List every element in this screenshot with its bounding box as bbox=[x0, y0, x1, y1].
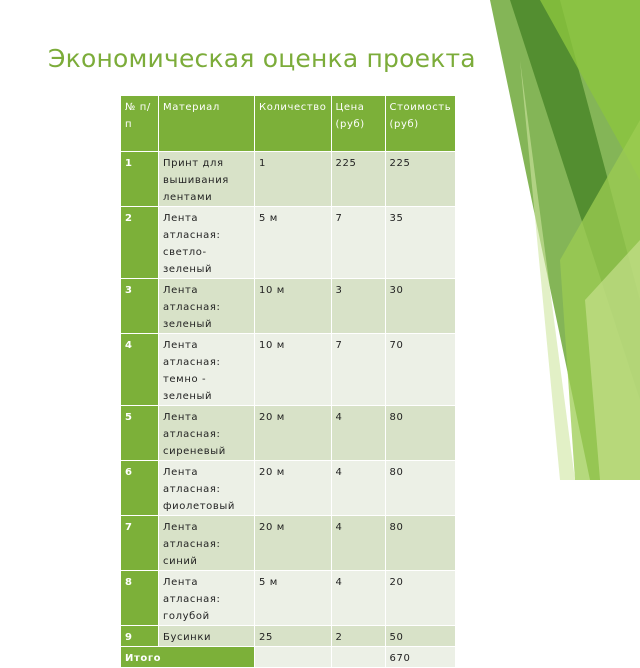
row-cost: 225 bbox=[385, 152, 456, 207]
row-quantity: 1 bbox=[255, 152, 332, 207]
row-quantity: 20 м bbox=[255, 461, 332, 516]
row-quantity: 20 м bbox=[255, 516, 332, 571]
row-price: 7 bbox=[331, 334, 385, 406]
row-material: Лента атласная: синий bbox=[159, 516, 255, 571]
table-row bbox=[121, 334, 456, 406]
table-header-row bbox=[121, 96, 456, 152]
header-cell-price: Цена (руб) bbox=[331, 96, 385, 152]
row-material: Принт для вышивания лентами bbox=[159, 152, 255, 207]
total-label: Итого bbox=[121, 647, 255, 668]
row-price: 2 bbox=[331, 626, 385, 647]
row-number: 8 bbox=[121, 571, 159, 626]
row-cost: 35 bbox=[385, 207, 456, 279]
total-empty-cell bbox=[255, 647, 332, 668]
row-cost: 30 bbox=[385, 279, 456, 334]
row-quantity: 10 м bbox=[255, 279, 332, 334]
row-cost: 80 bbox=[385, 516, 456, 571]
row-number: 9 bbox=[121, 626, 159, 647]
row-material: Лента атласная: темно - зеленый bbox=[159, 334, 255, 406]
header-cell-material: Материал bbox=[159, 96, 255, 152]
row-price: 7 bbox=[331, 207, 385, 279]
table-row bbox=[121, 626, 456, 647]
row-cost: 80 bbox=[385, 406, 456, 461]
table-row bbox=[121, 516, 456, 571]
row-cost: 20 bbox=[385, 571, 456, 626]
row-cost: 70 bbox=[385, 334, 456, 406]
row-price: 225 bbox=[331, 152, 385, 207]
header-cell-cost: Стоимость (руб) bbox=[385, 96, 456, 152]
total-row bbox=[121, 647, 456, 668]
table-row bbox=[121, 461, 456, 516]
page-title: Экономическая оценка проекта bbox=[48, 44, 476, 73]
row-material: Лента атласная: светло-зеленый bbox=[159, 207, 255, 279]
row-cost: 50 bbox=[385, 626, 456, 647]
row-price: 4 bbox=[331, 571, 385, 626]
row-quantity: 5 м bbox=[255, 571, 332, 626]
row-number: 6 bbox=[121, 461, 159, 516]
row-number: 1 bbox=[121, 152, 159, 207]
row-material: Лента атласная: фиолетовый bbox=[159, 461, 255, 516]
table-row bbox=[121, 152, 456, 207]
cost-table bbox=[120, 95, 456, 668]
row-price: 4 bbox=[331, 516, 385, 571]
row-material: Лента атласная: голубой bbox=[159, 571, 255, 626]
row-price: 4 bbox=[331, 406, 385, 461]
row-number: 2 bbox=[121, 207, 159, 279]
header-cell-quantity: Количество bbox=[255, 96, 332, 152]
row-quantity: 5 м bbox=[255, 207, 332, 279]
row-quantity: 25 bbox=[255, 626, 332, 647]
header-cell-number: № п/п bbox=[121, 96, 159, 152]
row-price: 3 bbox=[331, 279, 385, 334]
row-number: 4 bbox=[121, 334, 159, 406]
table-row bbox=[121, 207, 456, 279]
row-number: 5 bbox=[121, 406, 159, 461]
row-cost: 80 bbox=[385, 461, 456, 516]
row-quantity: 20 м bbox=[255, 406, 332, 461]
row-material: Лента атласная: зеленый bbox=[159, 279, 255, 334]
row-material: Лента атласная: сиреневый bbox=[159, 406, 255, 461]
table-row bbox=[121, 571, 456, 626]
row-price: 4 bbox=[331, 461, 385, 516]
row-number: 7 bbox=[121, 516, 159, 571]
total-value: 670 bbox=[385, 647, 456, 668]
row-material: Бусинки bbox=[159, 626, 255, 647]
table-row bbox=[121, 406, 456, 461]
row-quantity: 10 м bbox=[255, 334, 332, 406]
row-number: 3 bbox=[121, 279, 159, 334]
total-empty-cell bbox=[331, 647, 385, 668]
table-row bbox=[121, 279, 456, 334]
